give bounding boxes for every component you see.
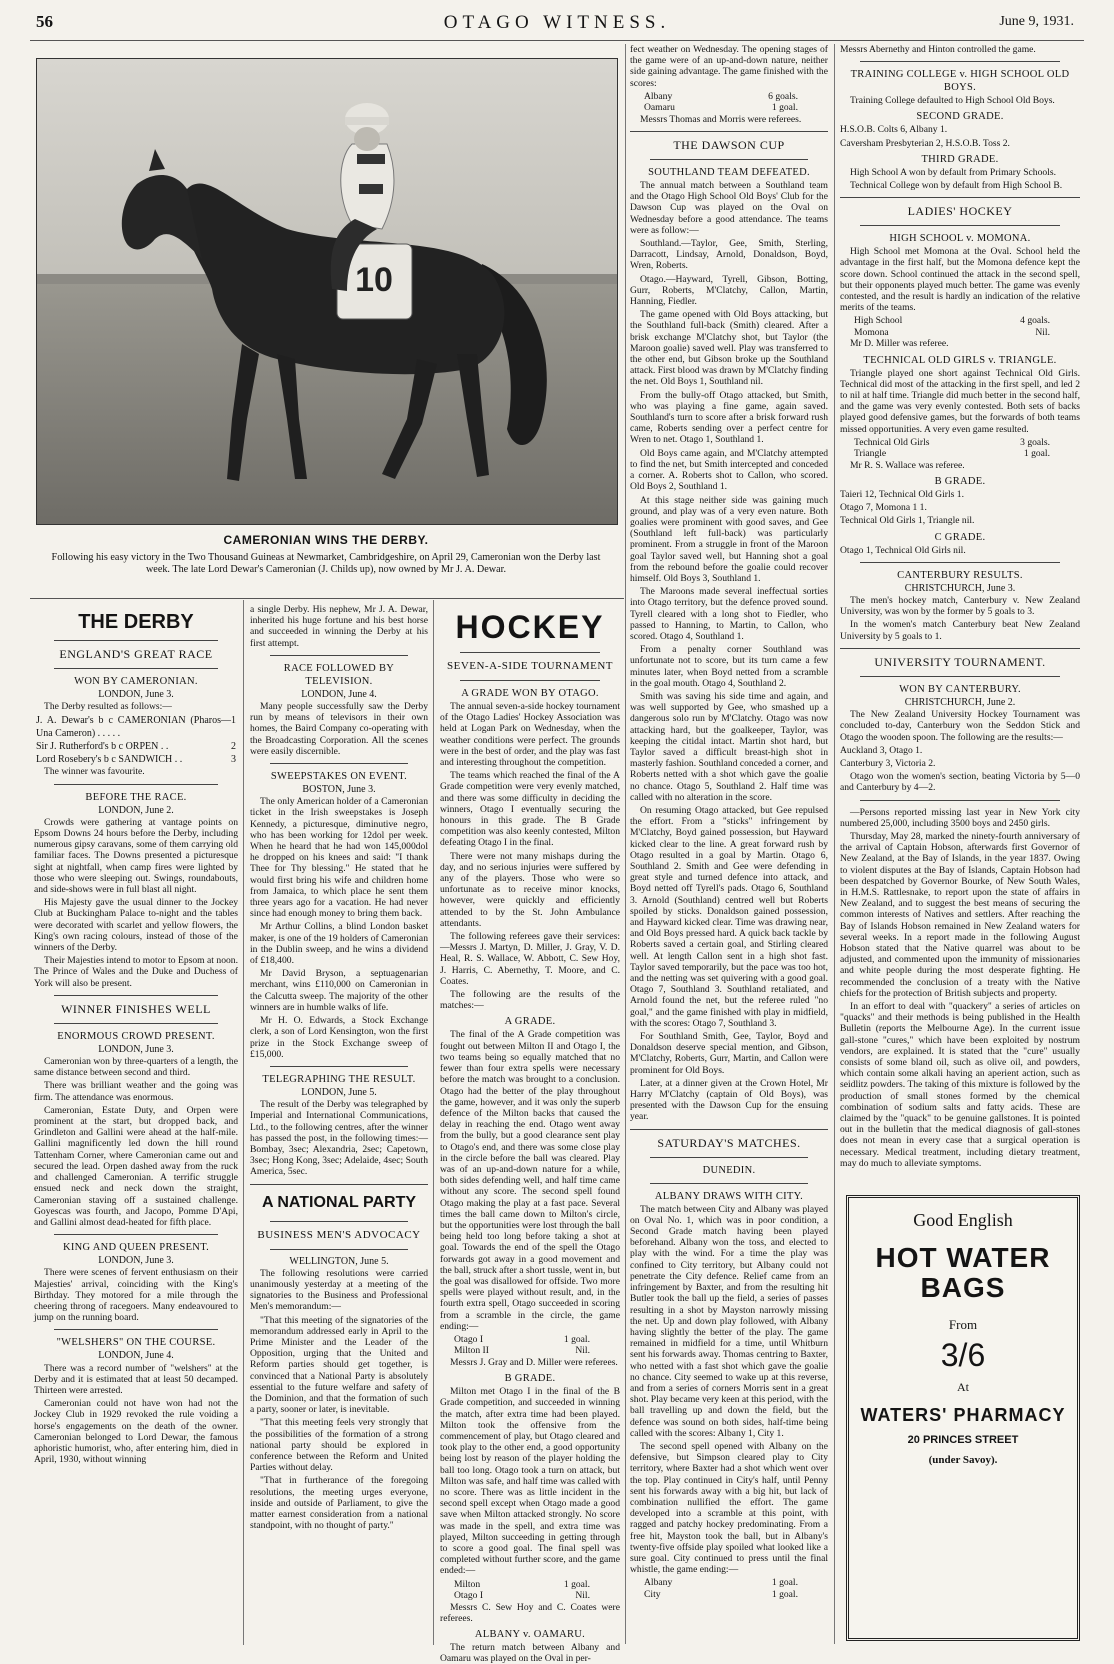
dateline: LONDON, June 5. xyxy=(301,1086,377,1098)
paragraph: Technical Old Girls 1, Triangle nil. xyxy=(840,515,975,527)
subhead: TECHNICAL OLD GIRLS v. TRIANGLE. xyxy=(863,354,1057,366)
paragraph: In an effort to deal with "quackery" a series of articles on "quacks" and their methods is being published in the Health Bulletin (reports the Melbourne Age). In the current issue gall-stone "cures," which have been exploited by nostrum vendors, are explained. It is stated that the "cure" usually consists of some bland oil, such as olive oil, and powders, which contain some alkali having an aperient action, such as seidlitz powders. The taking of this mixture is followed by the production of small stones formed by the chemical combination of sodium salts and fatty acids. These are claimed by the "quack" to be genuine gallstones. It is pointed out in the bulletin that the medical diagnosis of gall-stones does not mean in every case that a surgical operation is necessary. Medical treatment, including dietary treatment, may do much to alleviate symptoms. xyxy=(840,1000,1080,1169)
paragraph: There was a record number of "welshers" at the Derby and it is estimated that at least 50 decamped. Thirteen were arrested. xyxy=(34,1362,238,1396)
paragraph: High School A won by default from Primary Schools. xyxy=(850,166,1056,178)
masthead xyxy=(0,0,1114,36)
saddle-number: 10 xyxy=(355,261,393,299)
paragraph: Mr Arthur Collins, a blind London basket maker, is one of the 19 holders of Cameronian in the Dublin sweep, and he wins a dividend of £18,400. xyxy=(250,921,428,967)
derby-headline: THE DERBY xyxy=(78,611,194,633)
paragraph: Otago won the women's section, beating Victoria by 5—0 and Canterbury by 4—2. xyxy=(840,771,1080,794)
paragraph: Messrs Thomas and Morris were referees. xyxy=(640,113,802,125)
subhead: RACE FOLLOWED BY TELEVISION. xyxy=(283,662,395,687)
dateline: BOSTON, June 3. xyxy=(302,784,376,796)
ad-line: From xyxy=(948,1317,978,1332)
hockey-column xyxy=(440,604,620,1664)
paragraph: Old Boys came again, and M'Clatchy attempted to find the net, but Smith intercepted and conceded a corner. A. Roberts shot to Callon, who scored. Old Boys 2, Southland 1. xyxy=(630,447,828,493)
subhead: THIRD GRADE. xyxy=(921,153,999,165)
paragraph: Messrs J. Gray and D. Miller were referees. xyxy=(450,1356,618,1368)
paragraph: The teams which reached the final of the A Grade competition were very evenly matched, and there was some difficulty in deciding the winners, Otago I eventually securing the honours in this grade. The B Grade competition was also keenly contested, Milton defeating Otago I in the final. xyxy=(440,770,620,849)
ad-headline: HOT WATER BAGS xyxy=(875,1242,1051,1303)
dateline: LONDON, June 2. xyxy=(98,804,174,816)
subhead: A GRADE. xyxy=(504,1016,556,1028)
ad-line: Good English xyxy=(913,1210,1013,1230)
paragraph: "That this meeting of the signatories of the memorandum addressed early in April to the Prime Minister and the Leader of the Opposition, urging that the United and Reform parties should get together, is convinced that a National Party is absolutely essential to the future welfare and safety of the Dominion, and that the formation of such a party, sooner or later, is inevitable. xyxy=(250,1314,428,1416)
paragraph: "That this meeting feels very strongly that the possibilities of the formation of a strong national party should be explored in conference between the Reform and United Parties without delay. xyxy=(250,1417,428,1474)
column-rule xyxy=(243,600,244,1645)
ad-price: 3/6 xyxy=(940,1337,986,1373)
hot-water-bags-advertisement xyxy=(846,1195,1080,1641)
subhead: B GRADE. xyxy=(934,476,986,488)
subhead: SOUTHLAND TEAM DEFEATED. xyxy=(648,167,810,179)
page-number: 56 xyxy=(36,12,53,31)
paragraph: Taieri 12, Technical Old Girls 1. xyxy=(840,489,964,501)
national-party-headline: A NATIONAL PARTY xyxy=(261,1193,417,1211)
paragraph: The only American holder of a Cameronian ticket in the Irish sweepstakes is Joseph Kennedy, a picturesque, diminutive negro, who has been working for 12dol per week. When he heard that he had won 145,000dol he dropped on his knees and said: "I thank Thee for Thy blessing." He stated that he would first bring his wife and children home from Jamaica, to which place he sent them three years ago for a vacation. He had never since had enough money to bring them back. xyxy=(250,796,428,920)
score-line: Otago I 1 goal. xyxy=(454,1333,590,1345)
dateline: LONDON, June 4. xyxy=(98,1350,174,1362)
subhead: A GRADE WON BY OTAGO. xyxy=(461,688,599,699)
subhead: SECOND GRADE. xyxy=(916,111,1004,123)
derby-subhead: ENGLAND'S GREAT RACE xyxy=(59,647,213,661)
paragraph: Training College defaulted to High School Old Boys. xyxy=(850,95,1055,107)
dateline: LONDON, June 3. xyxy=(98,689,174,700)
paragraph: Otago 7, Momona 1 1. xyxy=(840,502,927,514)
national-party-subhead: BUSINESS MEN'S ADVOCACY xyxy=(257,1228,421,1241)
paragraph: —Persons reported missing last year in New York city numbered 25,000, including 3500 boys and 2450 girls. xyxy=(840,806,1080,829)
ladies-hockey-headline: LADIES' HOCKEY xyxy=(907,204,1013,219)
ad-pharmacy-name: WATERS' PHARMACY xyxy=(860,1405,1066,1425)
dateline: CHRISTCHURCH, June 3. xyxy=(904,582,1016,594)
paragraph: The Derby resulted as follows:— xyxy=(44,701,172,713)
paragraph: For Southland Smith, Gee, Taylor, Boyd and Donaldson deserve special mention, and Gibson, M'Clatchy, Roberts, Gurr, Martin, and Callon were prominent for Old Boys. xyxy=(630,1031,828,1076)
paragraph: The New Zealand University Hockey Tournament was concluded to-day, Canterbury won the Seddon Stick and Otago the wooden spoon. The following are the results:— xyxy=(840,709,1080,743)
subhead: ENORMOUS CROWD PRESENT. xyxy=(57,1030,215,1042)
result-row: Lord Rosebery's b c SANDWICH . . 3 xyxy=(36,754,236,766)
paragraph: There were scenes of fervent enthusiasm on their Majesties' arrival, coinciding with the King's Birthday. They motored for a mile through the cheering throng of racegoers. Many endeavoured to jump on the running board. xyxy=(34,1267,238,1324)
photo-bottom-rule xyxy=(30,598,624,599)
paragraph: The return match between Albany and Oamaru was played on the Oval in per- xyxy=(440,1642,620,1664)
paragraph: From the bully-off Otago attacked, but Smith, who was playing a fine game, again saved. Southland's turn to score after a brisk forward rush came, Roberts sending over a perfect centre for Wren to net. Otago 1, Southland 1. xyxy=(630,389,828,446)
ad-address: 20 PRINCES STREET xyxy=(907,1434,1019,1446)
hockey-headline: HOCKEY xyxy=(455,609,605,645)
newspaper-name: OTAGO WITNESS. xyxy=(443,12,671,33)
paragraph: In the women's match Canterbury beat New Zealand University by 5 goals to 1. xyxy=(840,619,1080,642)
paragraph: Cameronian, Estate Duty, and Orpen were prominent at the start, but dropped back, and Grindleton and Gallini were ahead at the half-mile. Gallini magnificently led down the hill round Tattenham Corner, where Cameronian came out and secured the lead. Orpen dashed away from the ruck and challenged Cameronian. A terrific struggle ensued neck and neck down the straight, Cameronian staving off a sustained challenge. Goyescas was fourth, and Jacopo, Pomme D'Api, and Gallini almost dead-heated for fifth place. xyxy=(34,1104,238,1228)
derby-column xyxy=(34,604,238,1644)
paragraph: The Maroons made several ineffectual sorties into Otago territory, but the defence proved sound. Tyrell cleared with a long shot to Fiedler, who passed to Hanning, to Martin, to Callon, who scored. Otago 4, Southland 1. xyxy=(630,586,828,642)
issue-date: June 9, 1931. xyxy=(999,14,1074,29)
paragraph: Caversham Presbyterian 2, H.S.O.B. Toss 2. xyxy=(840,137,1010,149)
score-line: Momona Nil. xyxy=(854,326,1050,338)
subhead: "WELSHERS" ON THE COURSE. xyxy=(56,1337,216,1349)
paragraph: Mr R. S. Wallace was referee. xyxy=(850,459,965,471)
subhead: C GRADE. xyxy=(934,531,986,543)
score-line: Oamaru 1 goal. xyxy=(644,102,798,114)
subhead: WINNER FINISHES WELL xyxy=(61,1001,211,1016)
score-line: Milton 1 goal. xyxy=(454,1578,590,1590)
paragraph: The winner was favourite. xyxy=(44,766,145,778)
subhead: SWEEPSTAKES ON EVENT. xyxy=(270,771,408,783)
derby-continued-column xyxy=(250,604,428,1644)
paragraph: On resuming Otago attacked, but Gee repulsed the effort. From a "sticks" infringement by M'Clatchy, Boyd gained possession, but Hayward kicked clear to the line. A great forward rush by Otago resulted in a goal by Martin. Otago 6, Southland 2. Smith and Gee were defending in great style and turned defence into attack, and Boyd netted off Tyrell's pads. Otago 6, Southland 3. Arnold (Southland) centred well but Roberts spoiled by sticks. Donaldson gained possession, and Hayward kicked clear. Time was drawing near, and Old Boys pressed hard. A quick back tackle by Roberts saved a certain goal, and Stirling cleared well. At length Callon sent in a high shot fast. Taylor saved temporarily, but the pace was too hot, and the netting was set quivering with a good goal. Otago 7, Southland 3. Southland retaliated, and Arnold found the net, but the referee ruled "no goal," and the game finished with play in midfield, with the scores: Otago 7, Southland 3. xyxy=(630,804,828,1029)
paragraph: Triangle played one short against Technical Old Girls. Technical did most of the attacking in the first spell, and led 2 to nil at half time. Triangle did much better in the second half, and the game was very evenly contested. Both sets of backs played good defensive games, but the forwards of both teams missed opportunities. A very even game resulted. xyxy=(840,367,1080,435)
paragraph: The final of the A Grade competition was fought out between Milton II and Otago I, the two teams being so equally matched that no fewer than four extra spells were necessary before the match was brought to a conclusion. Otago had the better of the play throughout the game, however, and it was only the superb defence of the Milton backs that caused the delay in reaching the end. Otago went away from the bully, but a good clearance sent play to Otago's end, and there was some close play in the circle before the ball was cleared. Play was of an up-and-down nature for a while, both sides defending well, and half time came without any score. The second spell found Otago making the play at a fast pace. Several times the ball came down to Milton's circle, but the opportunities were lost through the ball being held too long before taking a shot at goal. Towards the end of the spell the Otago forwards got away in a good movement and the ball, struck after a short tussle, went in, but the goal was disallowed for offside. Two more spells were played without result, and, in the fourth extra spell, Otago succeeded in scoring from a scramble in the circle, the game ending:— xyxy=(440,1029,620,1332)
subhead: ALBANY DRAWS WITH CITY. xyxy=(654,1190,804,1202)
paragraph: Otago.—Hayward, Tyrell, Gibson, Botting, Gurr, Roberts, M'Clatchy, Callon, Martin, Hanning, Fiedler. xyxy=(630,273,828,308)
paragraph: The second spell opened with Albany on the defensive, but Simpson cleared play to City territory, where Baxter had a shot which went over the top. Play continued in City's half, until Penny sent his forwards away with a big hit, but lack of combination nullified the effort. The game developed into a scramble at this point, with ragged and patchy hockey predominating. From a free hit, Mayston took the ball, but in Albany's twenty-five offside play spoiled what looked like a sure goal. City continued to press until the final whistle, the game ending:— xyxy=(630,1440,828,1576)
subhead: BEFORE THE RACE. xyxy=(85,791,187,803)
paragraph: Cameronian could not have won had not the Jockey Club in 1929 revoked the rule voiding a horse's engagements on the death of the owner. Cameronian belonged to Lord Dewar, the famous aphoristic humorist, who, after entering him, died in April, 1930, without winning xyxy=(34,1398,238,1466)
score-line: High School 4 goals. xyxy=(854,315,1050,327)
paragraph: Technical College won by default from High School B. xyxy=(850,180,1063,192)
paragraph: The men's hockey match, Canterbury v. New Zealand University, was won by the former by 5 goals to 3. xyxy=(840,595,1080,618)
paragraph: "That in furtherance of the foregoing resolutions, the meeting urges everyone, inside and outside of Parliament, to give the matter earnest consideration from a national standpoint, with no thought of party." xyxy=(250,1475,428,1532)
derby-won-head: WON BY CAMERONIAN. xyxy=(74,676,198,687)
paragraph: The following are the results of the matches:— xyxy=(440,989,620,1012)
paragraph: Messrs Abernethy and Hinton controlled the game. xyxy=(840,44,1036,55)
subhead: TRAINING COLLEGE v. HIGH SCHOOL OLD BOYS. xyxy=(850,69,1070,94)
paragraph: a single Derby. His nephew, Mr J. A. Dewar, inherited his huge fortune and his best horse and succeeded in winning the Derby at his first attempt. xyxy=(250,604,428,649)
paragraph: Canterbury 3, Victoria 2. xyxy=(840,757,936,769)
dateline: LONDON, June 4. xyxy=(301,688,377,700)
column-rule xyxy=(834,44,835,1644)
paragraph: H.S.O.B. Colts 6, Albany 1. xyxy=(840,124,948,136)
paragraph: The game opened with Old Boys attacking, but the Southland full-back (Smith) cleared. After a brisk exchange M'Clatchy shot, but Taylor (the Maroon goalie) saved well. Play was transferred to the other end, but Gibson broke up the Southland attack. First blood was drawn by M'Clatchy finding the net. Old Boys 1, Southland nil. xyxy=(630,309,828,388)
university-tournament-headline: UNIVERSITY TOURNAMENT. xyxy=(874,654,1046,669)
score-line: Otago I Nil. xyxy=(454,1590,590,1602)
paragraph: At this stage neither side was gaining much ground, and play was of a very even nature. Both goalies were prominent with good saves, and Gee (Southland left full-back) was particularly prominent. From a struggle in front of the Maroon goal Taylor saved well, but Hanning shot a goal from the rebound before the goalie could recover himself. Old Boys 3, Southland 1. xyxy=(630,494,828,584)
score-line: Milton II Nil. xyxy=(454,1345,590,1357)
paragraph: Smith was saving his side time and again, and was well supported by Gee, who smashed up a dangerous solo run by M'Clatchy. Otago was now attacking hard, but the goalkeeper, Taylor, was keeping the citidal intact. Martin shot hard, but Taylor saved a difficult breast-high shot in masterly fashion. Southland conceded a corner, and Roberts netted with a shot which gave the goalie no chance. Otago 5, Southland 2. Half time was called with no alteration in the score. xyxy=(630,690,828,803)
paragraph: Otago 1, Technical Old Girls nil. xyxy=(840,544,966,556)
ad-line: At xyxy=(957,1380,969,1394)
photo-caption-title: CAMERONIAN WINS THE DERBY. xyxy=(223,533,429,547)
derby-results xyxy=(34,714,238,766)
paragraph: Mr H. O. Edwards, a Stock Exchange clerk, a son of Lord Kensington, won the first prize in the Stock Exchange sweep of £15,000. xyxy=(250,1015,428,1060)
saturday-matches-headline: SATURDAY'S MATCHES. xyxy=(657,1135,801,1150)
score-line: City 1 goal. xyxy=(644,1588,798,1600)
paragraph: Later, at a dinner given at the Crown Hotel, Mr Harry M'Clatchy (captain of Old Boys), was presented with the Dawson Cup for the ensuing year. xyxy=(630,1077,828,1123)
paragraph: Cameronian won by three-quarters of a length, the same distance between second and third. xyxy=(34,1056,238,1079)
paragraph: There were not many mishaps during the day, and no serious injuries were suffered by any of the players. Those who were so unfortunate as to receive minor knocks, however, were quickly and efficiently attended to by the St. John Ambulance attendants. xyxy=(440,850,620,929)
masthead-rule xyxy=(30,40,1084,41)
column-rule xyxy=(433,600,434,1645)
dateline: LONDON, June 3. xyxy=(98,1043,174,1055)
paragraph: Southland.—Taylor, Gee, Smith, Sterling, Darracott, Lindsay, Arnold, Donaldson, Boyd, Wren, Roberts. xyxy=(630,238,828,272)
score-line: Technical Old Girls 3 goals. xyxy=(854,436,1050,448)
dateline: LONDON, June 3. xyxy=(98,1255,174,1267)
paragraph: Milton met Otago I in the final of the B Grade competition, and succeeded in winning the match, after extra time had been played. Milton took the offensive from the commencement of play, but Otago cleared and took play to the other end, a good opportunity being lost by reason of the player holding the ball too long. Otago took a turn on attack, but Milton was safe, and half time was called with no score. There was as little incident in the second spell except when Otago made a good save when Milton attacked strongly. No score was made in the spell, and extra time was played, Milton succeeding in getting through to score a good goal. The final spell was completed without further score, and the game ended:— xyxy=(440,1386,620,1577)
score-line: Triangle 1 goal. xyxy=(854,448,1050,460)
result-row: Sir J. Rutherford's b c ORPEN . . 2 xyxy=(36,741,236,753)
subhead: ALBANY v. OAMARU. xyxy=(474,1629,586,1641)
paragraph: Thursday, May 28, marked the ninety-fourth anniversary of the arrival of Captain Hobson, afterwards first Governor of New Zealand, at the Bay of Islands, in the year 1837. Owing to violent disputes at the Bay of Islands, Captain Hobson had been despatched by Governor Bourke, of New South Wales, in H.M.S. Rattlesnake, to report upon the state of affairs in New Zealand, and to suggest the best means of securing the common interests of Natives and settlers. After reaching the Bay of Islands Hobson remained in New Zealand waters for several weeks. In a report made in the following August Hobson stated that the Native quarrel was about to be adjusted, and commented upon the immunity of missionaries and white people during the most desperate fighting. He recommended the conclusion of a treaty with the Native chiefs for the protection of British subjects and property. xyxy=(840,830,1080,999)
subhead: CANTERBURY RESULTS. xyxy=(897,569,1023,581)
ad-line: (under Savoy). xyxy=(928,1454,998,1466)
result-row: J. A. Dewar's b c CAMERONIAN (Pharos—Una Cameron) . . . . . 1 xyxy=(36,715,236,740)
subhead: DUNEDIN. xyxy=(702,1164,756,1176)
paragraph: The result of the Derby was telegraphed by Imperial and International Communications, Ltd., to the following centres, after the winner has passed the post, in the following times:—Bombay, 3sec; Alexandria, 2sec; Capetown, 3sec; Hong Kong, 3sec; Adelaide, 4sec; South America, 5sec. xyxy=(250,1099,428,1178)
paragraph: High School met Momona at the Oval. School held the advantage in the first half, but the Momona defence kept the score down. School continued the attack in the second spell, but their opponents played much better. The game was evenly contested, and the result is hardly an indication of the relative merits of the teams. xyxy=(840,246,1080,314)
paragraph: Crowds were gathering at vantage points on Epsom Downs 24 hours before the Derby, including numerous gipsy caravans, some of them carrying old familiar faces. The Downs presented a picturesque sight at nightfall, when camp fires were lighted by those who were sleeping out. Swings, roundabouts, and side-shows were in full blast all night. xyxy=(34,816,238,896)
column-rule xyxy=(625,44,626,1644)
paragraph: Their Majesties intend to motor to Epsom at noon. The Prince of Wales and the Duke and Duchess of York will also be present. xyxy=(34,955,238,989)
paragraph: There was brilliant weather and the going was firm. The attendance was enormous. xyxy=(34,1080,238,1103)
horse-and-jockey-illustration xyxy=(37,59,617,524)
photo-caption-text: Following his easy victory in the Two Thousand Guineas at Newmarket, Cambridgeshire, on April 29, Cameronian won the Derby last week. The late Lord Dewar's Cameronian (J. Childs up), now owned by Mr J. A. Dewar. xyxy=(51,552,601,575)
dateline: WELLINGTON, June 5. xyxy=(289,1255,389,1267)
dawson-cup-headline: THE DAWSON CUP xyxy=(673,138,785,153)
ladies-hockey-column xyxy=(840,44,1080,1184)
score-line: Albany 6 goals. xyxy=(644,90,798,102)
hockey-subhead: SEVEN-A-SIDE TOURNAMENT xyxy=(446,660,613,672)
subhead: WON BY CANTERBURY. xyxy=(899,683,1021,695)
paragraph: Auckland 3, Otago 1. xyxy=(840,744,923,756)
paragraph: The following referees gave their services:—Messrs J. Martyn, D. Miller, J. Gray, V. D. Heal, R. S. Wallace, W. Abbott, C. Sew Hoy, J. Harris, C. Abernethy, T. Moore, and C. Coates. xyxy=(440,931,620,987)
derby-photo xyxy=(36,58,618,525)
paragraph: The following resolutions were carried unanimously yesterday at a meeting of the signatories to the Business and Professional Men's memorandum:— xyxy=(250,1267,428,1313)
paragraph: The match between City and Albany was played on Oval No. 1, which was in poor condition, a Second Grade match having been played beforehand. Albany won the toss, and elected to play with the wind. For a time the play was confined to City territory, but Albany could not penetrate the City defence. Relief came from an infringement by Baxter, and from the resulting hit Butler took the ball up the field, a series of passes resulting in a shot by Mayston narrowly missing the net. Up and down play followed, with Albany having slightly the better of the play. The game remained in midfield for a time, until Whitburn sent his forwards away. Thomas centring to Baxter, who netted with a fast shot which gave the goalie no chance. City seemed to wake up at this reverse, and from a series of corners Morris sent in a great shot. Play became very keen at this period, with the ball travelling up and down the field, but the defence was sound on both sides, half-time being called with the scores: Albany 1, City 1. xyxy=(630,1203,828,1439)
subhead: B GRADE. xyxy=(504,1373,556,1385)
dateline: CHRISTCHURCH, June 2. xyxy=(904,696,1016,708)
dawson-cup-column xyxy=(630,44,828,1644)
subhead: TELEGRAPHING THE RESULT. xyxy=(262,1073,416,1085)
paragraph: His Majesty gave the usual dinner to the Jockey Club at Buckingham Palace to-night and the tables were decorated with scarlet and yellow flowers, the King's own racing colours, instead of those of the winners of the Derby. xyxy=(34,897,238,954)
score-line: Albany 1 goal. xyxy=(644,1577,798,1589)
paragraph: From a penalty corner Southland was unfortunate not to score, but its turn came a few minutes later, when Boyd netted from a scramble in the goal mouth. Otago 4, Southland 2. xyxy=(630,644,828,689)
subhead: HIGH SCHOOL v. MOMONA. xyxy=(889,233,1031,245)
paragraph: Mr D. Miller was referee. xyxy=(850,338,949,350)
paragraph: The annual match between a Southland team and the Otago High School Old Boys' Club for the Dawson Cup was played on the Oval on Wednesday before a good attendance. The teams were as follow:— xyxy=(630,180,828,236)
paragraph: Many people successfully saw the Derby run by means of televisors in their own homes, the Baird Company co-operating with the Broadcasting Corporation. All the scenes were easily discernible. xyxy=(250,701,428,757)
paragraph: The annual seven-a-side hockey tournament of the Otago Ladies' Hockey Association was held at Logan Park on Wednesday, when the weather conditions were perfect. The grounds were in the best of order, and the play was fast and interesting throughout the competition. xyxy=(440,701,620,769)
paragraph: Mr David Bryson, a septuagenarian merchant, wins £110,000 on Cameronian in the Calcutta sweep. The majority of the other winners are in humble walks of life. xyxy=(250,968,428,1013)
paragraph: fect weather on Wednesday. The opening stages of the game were of an up-and-down nature, neither side gaining advantage. The game finished with the scores: xyxy=(630,44,828,89)
paragraph: Messrs C. Sew Hoy and C. Coates were referees. xyxy=(440,1601,620,1624)
subhead: KING AND QUEEN PRESENT. xyxy=(62,1242,210,1254)
